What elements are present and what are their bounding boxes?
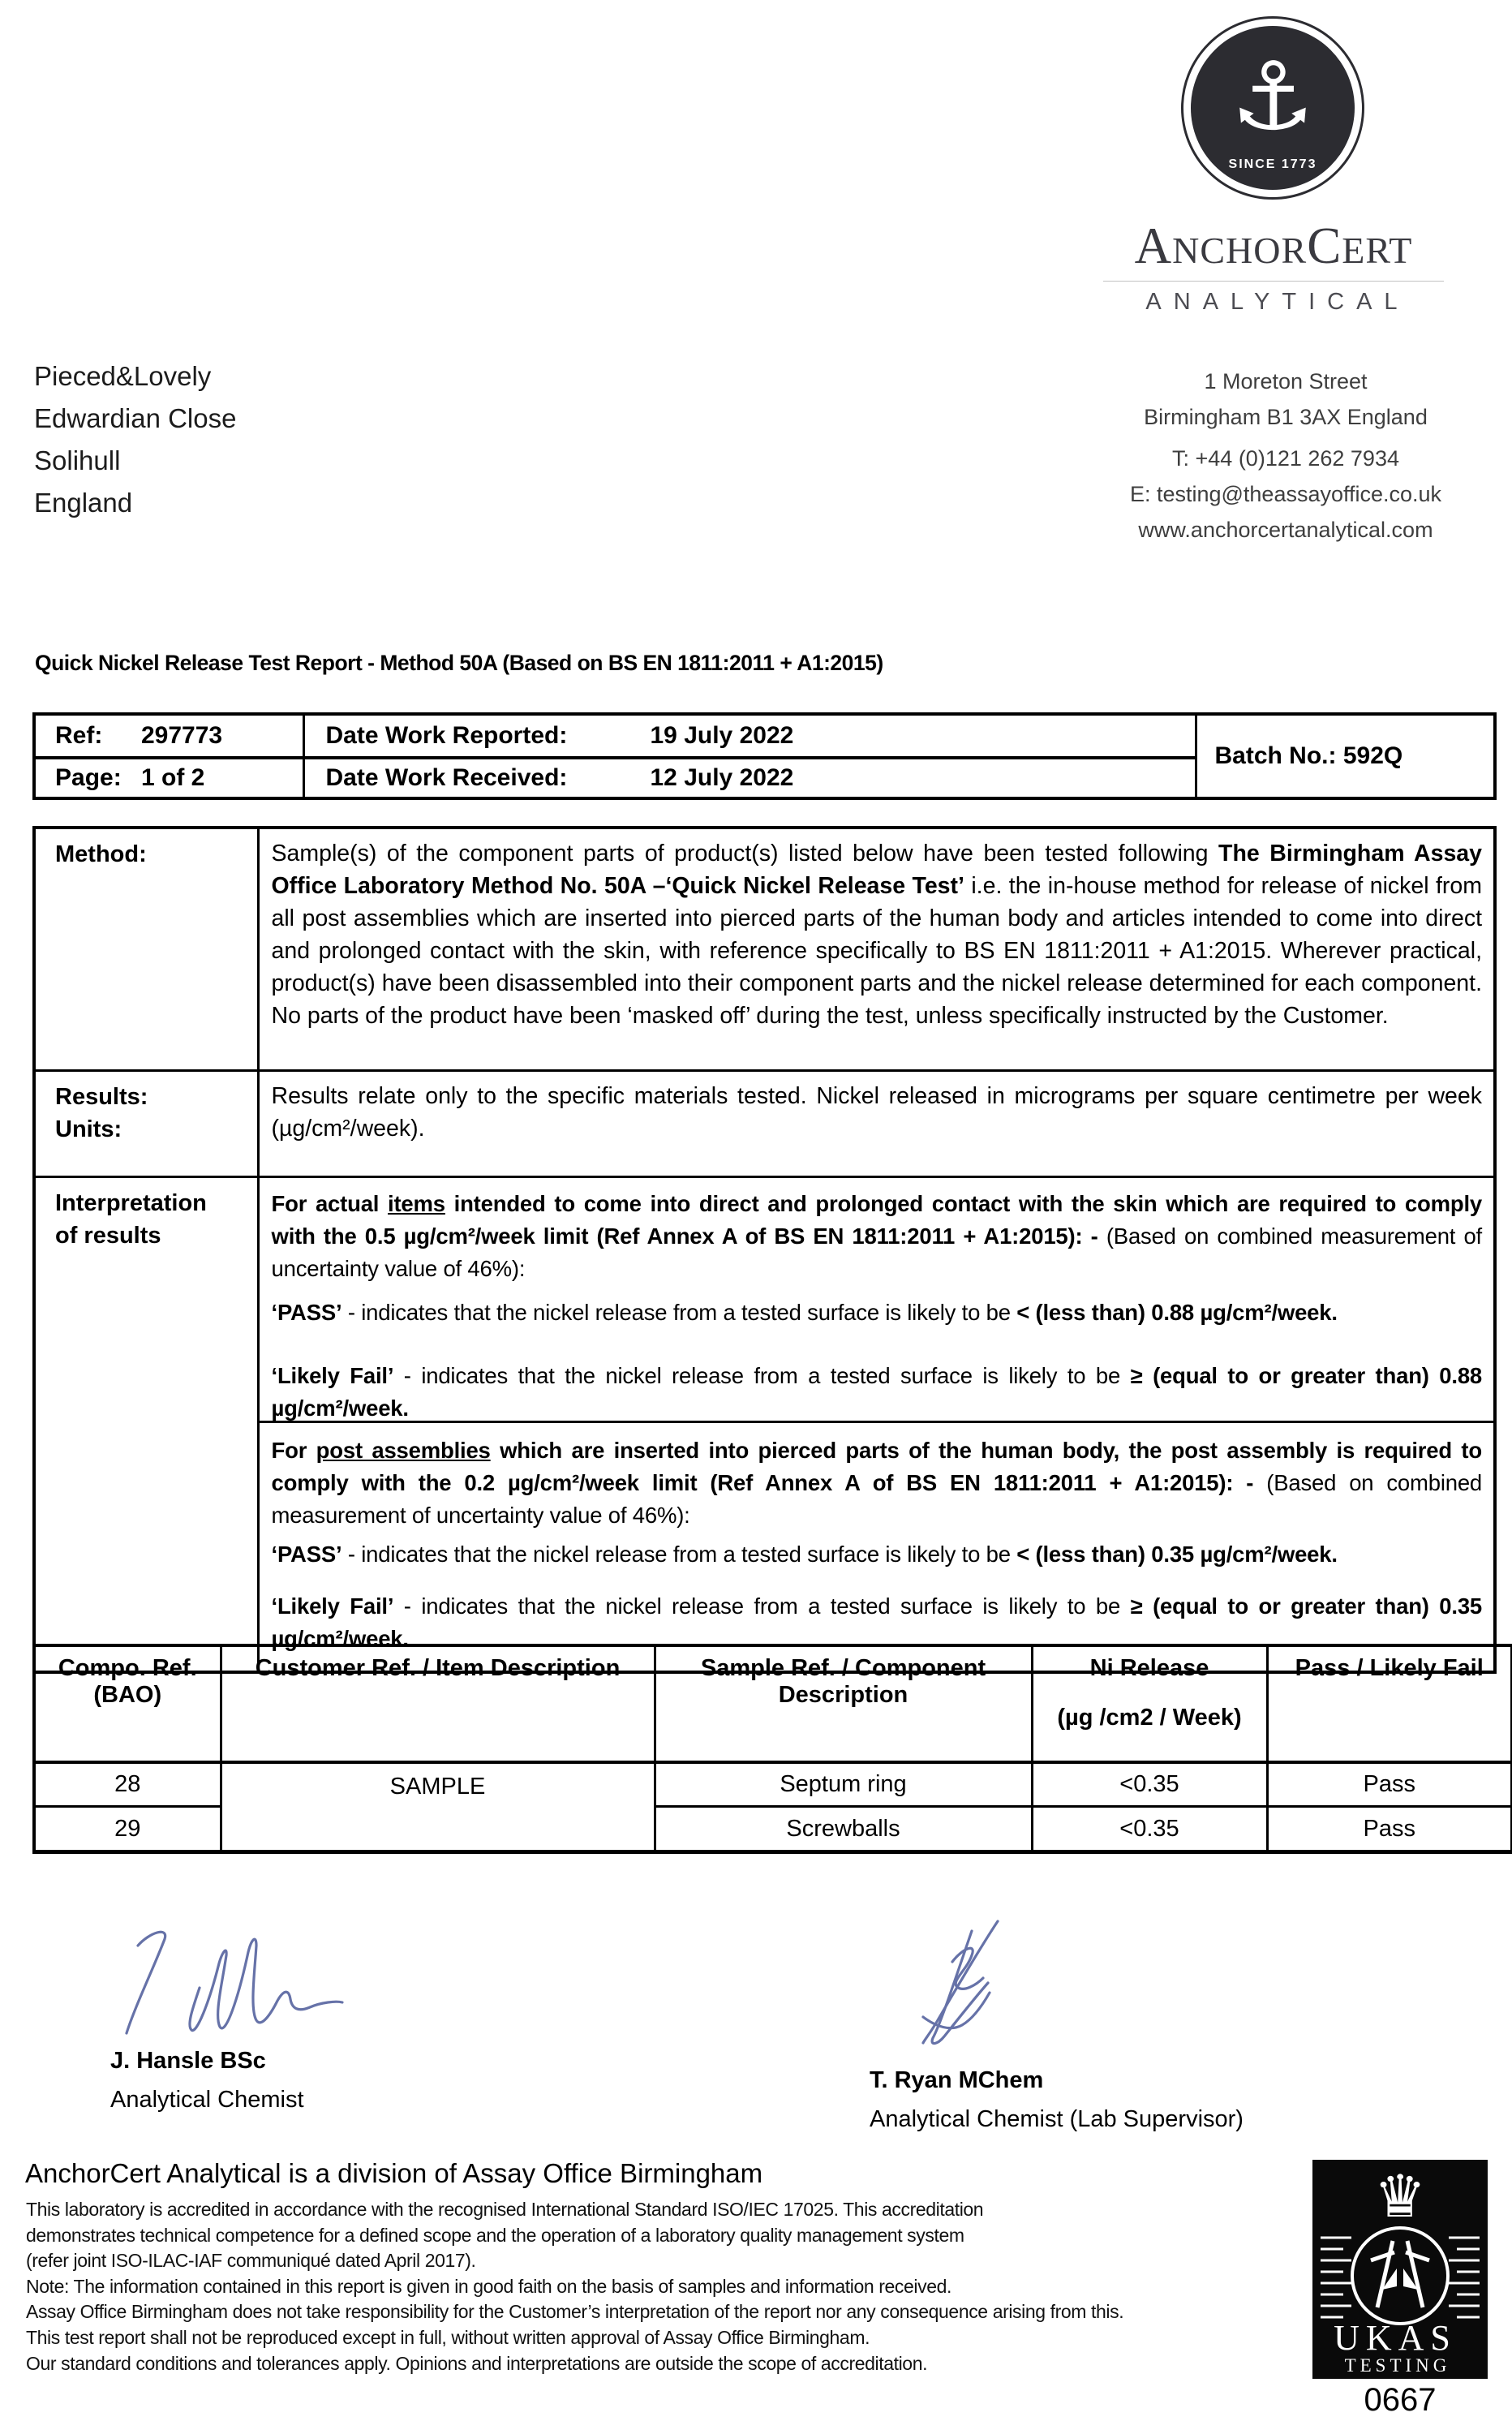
ukas-wordmark: UKAS	[1334, 2318, 1457, 2358]
report-title: Quick Nickel Release Test Report - Method 50A (Based on BS EN 1811:2011 + A1:2015)	[35, 651, 883, 675]
items-intro-post: intended to come into direct and prolonged contact with the skin which are required to comply with the 0.5 µg/cm²/week limit (Ref Annex A of BS EN 1811:2011 + A1:2015): -	[271, 1191, 1482, 1249]
lab-street: 1 Moreton Street	[1204, 369, 1368, 393]
row1-ref: 28	[34, 1762, 221, 1807]
units-label: Units:	[55, 1116, 122, 1142]
posts-intro-pre: For	[271, 1438, 316, 1463]
brand-part-nchor: NCHOR	[1172, 230, 1308, 271]
ukas-type-label: TESTING	[1344, 2355, 1451, 2376]
signatory-role: Analytical Chemist (Lab Supervisor)	[870, 2106, 1244, 2132]
crown-icon: ♛	[1373, 2162, 1427, 2230]
row1-result: Pass	[1267, 1762, 1512, 1807]
items-fail-definition	[272, 1360, 1483, 1423]
date-received-label: Date Work Received:	[325, 764, 568, 791]
items-fail-term: ‘Likely Fail’	[271, 1363, 394, 1388]
ref-cell	[34, 714, 303, 758]
posts-intro	[272, 1434, 1483, 1532]
signatory-name: J. Hansle BSc	[110, 2048, 266, 2074]
interpretation-label	[34, 1177, 258, 1673]
footer-line: Our standard conditions and tolerances apply. Opinions and interpretations are outside the scope of accreditation.	[26, 2352, 928, 2374]
logo-since-text: SINCE 1773	[1228, 157, 1317, 171]
customer-street: Edwardian Close	[34, 403, 237, 433]
col-compo-ref-line1: Compo. Ref.	[58, 1655, 197, 1681]
lab-phone: T: +44 (0)121 262 7934	[1172, 446, 1399, 471]
results-table	[32, 1644, 1512, 1854]
col-ni-release-units: (µg /cm2 / Week)	[1057, 1705, 1242, 1731]
interpretation-content	[258, 1177, 1495, 1673]
brand-divider	[1103, 281, 1444, 282]
customer-address	[34, 355, 236, 524]
signature-image	[876, 1908, 1063, 2050]
items-fail-mid: - indicates that the nickel release from a tested surface is likely to be	[393, 1363, 1131, 1388]
date-received-cell	[303, 758, 1196, 798]
results-header-row	[34, 1645, 1512, 1762]
items-pass-term: ‘PASS’	[271, 1300, 342, 1325]
brand-block	[1079, 216, 1468, 316]
results-label: Results:	[55, 1084, 148, 1110]
method-text-post: i.e. the in-house method for release of nickel from all post assemblies which are inserted into pierced parts of the human body and articles intended to come into direct and prolonged contact with the skin, with reference specifically to BS EN 1811:2011 + A1:2015. Wherever practical, product(s) have been disassembled into their component parts and the nickel release determined for each component. No parts of the product have been ‘masked off’ during the test, unless specifically instructed by the Customer.	[271, 873, 1482, 1029]
footer-disclaimer	[26, 2197, 1123, 2376]
customer-country: England	[34, 488, 133, 518]
col-ni-release-line1: Ni Release	[1089, 1655, 1209, 1681]
date-reported-cell	[303, 714, 1196, 758]
reference-table	[32, 712, 1497, 800]
date-reported-label: Date Work Reported:	[325, 722, 568, 749]
table-row	[34, 1762, 1512, 1807]
logo-disc	[1191, 26, 1355, 190]
footer-line: Assay Office Birmingham does not take responsibility for the Customer’s interpretation of the report nor any consequence arising from this.	[26, 2301, 1124, 2323]
ukas-accreditation-number: 0667	[1364, 2382, 1437, 2418]
interpretation-items-block	[260, 1178, 1494, 1423]
ukas-logo-graphic	[1312, 2160, 1488, 2379]
date-reported-value: 19 July 2022	[650, 722, 794, 749]
footer-line: Note: The information contained in this report is given in good faith on the basis of samples and information received.	[26, 2275, 951, 2297]
anchor-icon: ⚓	[1231, 42, 1315, 152]
ref-value: 297773	[141, 722, 223, 749]
items-pass-mid: - indicates that the nickel release from a tested surface is likely to be	[341, 1300, 1017, 1325]
brand-subtitle: ANALYTICAL	[1145, 288, 1410, 315]
brand-part-ert: ERT	[1342, 230, 1413, 271]
row2-ref: 29	[34, 1807, 221, 1852]
row2-sample: Screwballs	[655, 1807, 1032, 1852]
lab-email: E: testing@theassayoffice.co.uk	[1129, 482, 1442, 506]
brand-name	[1079, 216, 1468, 277]
col-pass-fail: Pass / Likely Fail	[1267, 1645, 1512, 1762]
method-table	[32, 826, 1497, 1674]
lab-contact-block	[1046, 363, 1512, 548]
brand-initial-c: C	[1307, 217, 1342, 274]
footer-line: This laboratory is accredited in accordance with the recognised International Standard ISO/IEC 17025. This accreditation	[26, 2199, 984, 2220]
signatory-role: Analytical Chemist	[110, 2087, 304, 2113]
footer-line: demonstrates technical competence for a defined scope and the operation of a laboratory quality management system	[26, 2224, 964, 2246]
row1-ni: <0.35	[1032, 1762, 1267, 1807]
col-sample-ref-line1: Sample Ref. / Component	[700, 1655, 986, 1681]
lab-city: Birmingham B1 3AX England	[1144, 405, 1428, 429]
anchorcert-logo	[1181, 16, 1364, 200]
ref-label: Ref:	[55, 722, 103, 749]
posts-fail-term: ‘Likely Fail’	[271, 1593, 394, 1619]
signature-image	[104, 1913, 347, 2043]
footer-heading: AnchorCert Analytical is a division of Assay Office Birmingham	[25, 2158, 763, 2188]
col-sample-ref	[655, 1645, 1032, 1762]
signatory-name: T. Ryan MChem	[870, 2067, 1044, 2093]
posts-intro-underline: post assemblies	[316, 1438, 491, 1463]
results-units-label	[34, 1071, 258, 1177]
customer-name: Pieced&Lovely	[34, 361, 212, 391]
posts-pass-term: ‘PASS’	[271, 1542, 342, 1567]
posts-fail-threshold: ≥ (equal to or greater than) 0.35 µg/cm²/week.	[271, 1593, 1483, 1651]
posts-pass-definition	[272, 1538, 1483, 1571]
items-intro-underline: items	[388, 1191, 445, 1216]
posts-pass-threshold: < (less than) 0.35 µg/cm²/week.	[1016, 1542, 1338, 1567]
row2-ni: <0.35	[1032, 1807, 1267, 1852]
col-customer-ref: Customer Ref. / Item Description	[221, 1645, 655, 1762]
ukas-testing-logo	[1312, 2160, 1488, 2379]
col-compo-ref-line2: (BAO)	[93, 1682, 162, 1708]
brand-initial-a: A	[1134, 217, 1173, 274]
customer-city: Solihull	[34, 445, 121, 475]
interpretation-posts-block	[260, 1423, 1494, 1655]
date-received-value: 12 July 2022	[650, 764, 794, 791]
row1-sample: Septum ring	[655, 1762, 1032, 1807]
col-sample-ref-line2: Description	[778, 1682, 908, 1708]
items-fail-threshold: ≥ (equal to or greater than) 0.88 µg/cm²/week.	[271, 1363, 1483, 1421]
items-intro-pre: For actual	[271, 1191, 389, 1216]
page-value: 1 of 2	[141, 764, 205, 791]
items-intro	[272, 1188, 1483, 1285]
row1-customer: SAMPLE	[221, 1762, 655, 1852]
page-cell	[34, 758, 303, 798]
batch-cell: Batch No.: 592Q	[1196, 714, 1495, 798]
method-text	[258, 828, 1495, 1071]
col-ni-release	[1032, 1645, 1267, 1762]
method-label: Method:	[34, 828, 258, 1071]
method-text-pre: Sample(s) of the component parts of product(s) listed below have been tested following	[271, 841, 1219, 867]
items-pass-definition	[272, 1297, 1483, 1329]
lab-website: www.anchorcertanalytical.com	[1138, 518, 1433, 542]
interpretation-label-line1: Interpretation	[55, 1190, 207, 1216]
posts-fail-mid: - indicates that the nickel release from a tested surface is likely to be	[393, 1593, 1131, 1619]
footer-line: (refer joint ISO-ILAC-IAF communiqué dated April 2017).	[26, 2250, 476, 2272]
row2-result: Pass	[1267, 1807, 1512, 1852]
interpretation-label-line2: of results	[55, 1223, 161, 1249]
results-text: Results relate only to the specific materials tested. Nickel released in micrograms per square centimetre per week (µg/cm²/week).	[258, 1071, 1495, 1177]
page-label: Page:	[55, 764, 122, 791]
items-pass-threshold: < (less than) 0.88 µg/cm²/week.	[1016, 1300, 1338, 1325]
method-text-bold: The Birmingham Assay Office Laboratory Method No. 50A –‘Quick Nickel Release Test’	[271, 841, 1483, 899]
footer-line: This test report shall not be reproduced except in full, without written approval of Assay Office Birmingham.	[26, 2326, 870, 2348]
posts-pass-mid: - indicates that the nickel release from a tested surface is likely to be	[341, 1542, 1017, 1567]
posts-intro-post: which are inserted into pierced parts of the human body, the post assembly is required to comply with the 0.2 µg/cm²/week limit (Ref Annex A of BS EN 1811:2011 + A1:2015): -	[271, 1438, 1482, 1495]
col-compo-ref	[34, 1645, 221, 1762]
items-intro-regular: (Based on combined measurement of uncertainty value of 46%):	[271, 1223, 1482, 1281]
posts-intro-regular: (Based on combined measurement of uncertainty value of 46%):	[271, 1470, 1483, 1528]
